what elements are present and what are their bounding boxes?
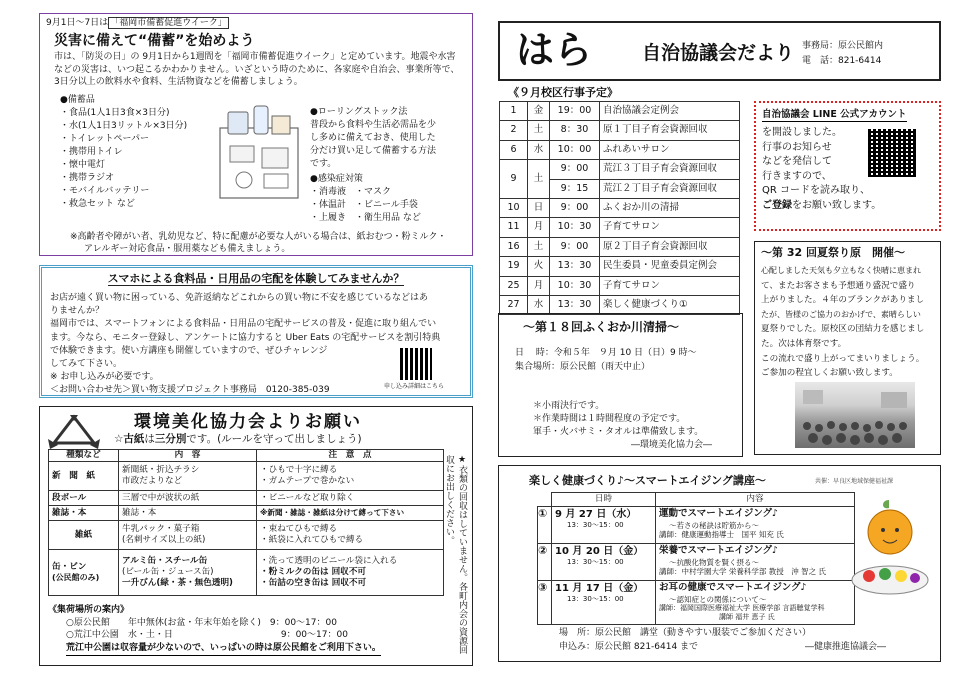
smartphone-title-text: スマホによる食料品・日用品の宅配を体験してみませんか？	[107, 272, 405, 285]
day-cell: 10	[500, 198, 528, 217]
weekday-cell: 土	[528, 237, 550, 256]
intro-line: 3日分以上の飲料水や食料、生活物資などを備蓄しましょう。	[54, 77, 303, 87]
stockpile-list	[60, 94, 187, 211]
time-cell: 9：15	[550, 179, 600, 198]
stockpile-item: ・食品(1人1日3食×3日分)	[60, 108, 170, 118]
lecture-title: 栄養でスマートエイジング♪	[659, 545, 779, 557]
stockpile-head: ●備蓄品	[60, 95, 95, 105]
infection-control	[310, 173, 421, 225]
date-cell	[552, 581, 656, 625]
body-line: 夏祭りでした。原校区の団結力を感じまし	[761, 324, 925, 335]
star-icon: ☆	[114, 433, 124, 445]
health-place: 場 所：原公民館 講堂（動きやすい服装でご参加ください）	[559, 628, 812, 638]
body-line: たが、皆様のご協力のおかげで、素晴らしい	[761, 309, 921, 319]
weekday-cell: 水	[528, 140, 550, 159]
note-line: ・ひもで十字に縛る	[260, 465, 338, 475]
lecture-sub: ～抗酸化物質を賢く摂る～	[669, 557, 759, 567]
body-line: ます。今なら、モニター登録し、アンケートに協力すると Uber Eats の宅配サービスを割引特典	[50, 332, 441, 343]
body-line: QR コードを読み取り、	[762, 185, 870, 197]
time-cell: 19：00	[550, 102, 600, 121]
infect-line: ・消毒液 ・マスク	[310, 187, 392, 197]
disaster-dates	[46, 18, 229, 30]
date-line: 11 月 17 日（金）	[555, 583, 644, 595]
festival-photo	[795, 382, 915, 448]
stockpile-item: ・モバイルバッテリー	[60, 186, 150, 196]
table-row	[500, 276, 740, 295]
table-row	[500, 218, 740, 237]
content-line: (名刺サイズ以上の紙)	[122, 535, 206, 546]
stockpile-item: ・携帯用トイレ	[60, 147, 123, 157]
lecturer: 講師：健康運動指導士 国平 知充 氏	[659, 530, 784, 540]
notes-cell: ※新聞・雑誌・雑紙は分けて縛って下さい	[257, 506, 444, 521]
subtitle-text: は	[144, 433, 155, 445]
body-line: 心配しました天気も夕立もなく快晴に恵まれ	[761, 266, 921, 275]
line-section	[754, 101, 941, 231]
stockpile-item: ・トイレットペーパー	[60, 134, 150, 144]
health-cosponsor: 共催：早良区地域保健福祉課	[815, 478, 894, 485]
disaster-note	[70, 231, 446, 255]
no-cell: ①	[538, 507, 552, 544]
body-line: してみて下さい。	[50, 359, 123, 370]
table-row	[500, 295, 740, 314]
kankyo-title: 環境美化協力会よりお願い	[134, 412, 362, 432]
kawa-title: ～第１８回ふくおか川清掃～	[523, 320, 680, 334]
table-row	[500, 140, 740, 159]
lecturer: 講師：中村学園大学 栄養科学部 教授 沖 智之 氏	[659, 567, 827, 577]
event-cell: 自治協議会定例会	[600, 102, 740, 121]
site-item: ○荒江中公園 水・土・日 9：00～17：00	[66, 630, 348, 640]
event-cell: ふれあいサロン	[600, 140, 740, 159]
mascot-illustration	[845, 494, 935, 606]
smartphone-qr-code[interactable]	[400, 348, 432, 380]
notes-cell	[257, 550, 444, 596]
health-apply: 申込み：原公民館 821-6414 まで	[559, 642, 699, 652]
note-line: ・ガムテープで巻かない	[260, 476, 355, 487]
kawa-notes	[533, 400, 703, 439]
weekday-cell: 土	[528, 121, 550, 140]
header-cell: 内容	[656, 493, 855, 507]
body-line: 福岡市では、スマートフォンによる食料品・日用品の宅配サービスの普及・促進に取り組んでい	[50, 319, 437, 330]
lecture-title: 運動でスマートエイジング♪	[659, 508, 779, 520]
qr-caption: 申し込み詳細はこちら	[384, 383, 445, 390]
event-cell: 楽しく健康づくり①	[600, 295, 740, 314]
week-label: 「福岡市備蓄促進ウイーク」	[110, 18, 227, 28]
day-cell: 1	[500, 102, 528, 121]
body-line: 上がりました。４年のブランクがありまし	[761, 295, 925, 306]
date-line: 9 月 27 日（水）	[555, 509, 637, 521]
table-row	[500, 160, 740, 179]
masthead-hara: はら	[516, 28, 593, 72]
intro-line: 市は、「防災の日」の 9月1日から1週間を「福岡市備蓄促進ウイーク」と定めています。地震や水害	[54, 52, 456, 62]
header-cell: 日時	[552, 493, 656, 507]
health-section	[498, 465, 941, 662]
event-cell: 荒江３丁目子育会資源回収	[600, 160, 740, 179]
table-row	[500, 121, 740, 140]
time-cell: 10：30	[550, 276, 600, 295]
dates-text: 9月1日～7日は	[46, 18, 109, 28]
time-cell: 13：30	[550, 257, 600, 276]
type-line: (公民館のみ)	[52, 573, 100, 583]
time-cell: 8：30	[550, 121, 600, 140]
day-cell: 16	[500, 237, 528, 256]
lecturer: 講師：福岡国際医療福祉大学 医療学部 言語聴覚学科	[659, 604, 825, 613]
table-row	[538, 544, 855, 581]
natsu-title: ～第 32 回夏祭り原 開催～	[761, 246, 905, 259]
kawa-date: 日 時：令和５年 ９月 10 日（日）9 時～	[515, 348, 697, 358]
masthead-office: 事務局：原公民館内	[802, 41, 884, 51]
subtitle-text: です。(ルールを守って出しましょう)	[186, 433, 362, 445]
lecture-title: お耳の健康でスマートエイジング♪	[659, 582, 807, 594]
smartphone-note: ※ お申し込みが必要です。	[50, 372, 159, 382]
date-line: 10 月 20 日（金）	[555, 546, 644, 558]
date-cell	[552, 507, 656, 544]
site-item: ○原公民館 年中無休(お盆・年末年始を除く) 9：00～17：00	[66, 618, 337, 628]
events-title: 《９月校区行事予定》	[508, 86, 618, 99]
type-cell: 雑紙	[49, 521, 119, 550]
table-row	[500, 198, 740, 217]
stockpile-item: ・救急セット など	[60, 199, 135, 209]
notes-cell	[257, 521, 444, 550]
content-cell: 三層で中が波状の紙	[119, 491, 257, 506]
table-row	[500, 102, 740, 121]
masthead-phone: 電 話：821-6414	[802, 56, 882, 66]
weekday-cell: 月	[528, 218, 550, 237]
clothes-note: ★衣類の回収はしていません。各町内会の資源回収にお出しください。	[444, 455, 467, 654]
sites-list	[66, 617, 348, 641]
note-line: ・粉ミルクの缶は 回収不可	[260, 567, 366, 578]
lecture-sub: ～認知症との関係について～	[669, 594, 767, 604]
table-row	[49, 491, 444, 506]
header-cell: 種類など	[49, 450, 119, 462]
supplies-icon	[210, 98, 308, 210]
time-cell: 9：00	[550, 198, 600, 217]
type-cell: 段ボール	[49, 491, 119, 506]
time-cell: 10：00	[550, 140, 600, 159]
day-cell: 25	[500, 276, 528, 295]
event-cell: ふくおか川の清掃	[600, 198, 740, 217]
note-line: ・束ねてひもで縛る	[260, 524, 338, 534]
table-header	[49, 450, 444, 462]
content-cell	[656, 507, 855, 544]
day-cell: 2	[500, 121, 528, 140]
stockpile-item: ・懐中電灯	[60, 160, 106, 170]
natsu-section	[754, 241, 941, 455]
infect-line: ・体温計 ・ビニール手袋	[310, 200, 418, 210]
event-cell: 子育てサロン	[600, 276, 740, 295]
table-row	[500, 257, 740, 276]
stockpile-illustration	[210, 98, 308, 210]
health-table	[537, 492, 855, 625]
intro-line: などの災害は、いつ起こるかわかりません。いざという時のために、各家庭や自治会、事業所等で、	[54, 64, 460, 75]
masthead	[498, 21, 941, 81]
no-cell: ③	[538, 581, 552, 625]
natsu-body	[761, 264, 941, 381]
stockpile-item: ・携帯ラジオ	[60, 173, 115, 183]
disaster-title: 災害に備えて“備蓄”を始めよう	[54, 33, 255, 49]
content-line: (ビール缶・ジュース缶)	[122, 567, 214, 578]
note-line: ・紙袋に入れてひもで縛る	[260, 535, 364, 546]
body-line: 行事のお知らせ	[762, 141, 832, 153]
day-cell: 27	[500, 295, 528, 314]
body-line: た。次は体育祭です。	[761, 338, 847, 349]
content-line: 牛乳パック・菓子箱	[122, 524, 200, 534]
header-cell: 注 意 点	[257, 450, 444, 462]
weekday-cell: 日	[528, 198, 550, 217]
smartphone-contact: ＜お問い合わせ先＞買い物支援プロジェクト事務局 0120-385-039	[50, 385, 330, 395]
body-line	[762, 199, 881, 214]
lecturer: 講師 福井 恵子 氏	[719, 613, 775, 622]
day-cell: 11	[500, 218, 528, 237]
lecture-sub: ～若さの秘訣は貯筋から～	[669, 520, 759, 530]
header-cell: 内 容	[119, 450, 257, 462]
stockpile-item: ・水(1人1日3リットル×3日分)	[60, 121, 188, 131]
kawa-place: 集合場所：原公民館（雨天中止）	[515, 362, 651, 372]
content-cell	[656, 581, 855, 625]
time-cell: 10：30	[550, 218, 600, 237]
disaster-intro	[54, 51, 470, 89]
weekday-cell: 金	[528, 102, 550, 121]
infect-line: ・上履き ・衛生用品 など	[310, 213, 421, 223]
rolling-line: し多めに備えておき、使用した	[310, 133, 436, 143]
day-cell: 9	[500, 160, 528, 199]
crowd-icon	[795, 382, 915, 448]
table-row	[538, 507, 855, 544]
line-title: 自治協議会 LINE 公式アカウント	[762, 109, 907, 122]
rolling-stock	[310, 106, 436, 171]
note-line: アレルギー対応食品・服用薬なども備えましょう。	[84, 244, 291, 254]
register-emphasis: ご登録	[762, 199, 792, 211]
smartphone-section	[39, 265, 473, 398]
sites-warning: 荒江中公園は収容量が少ないので、いっぱいの時は原公民館をご利用下さい。	[66, 643, 381, 656]
table-header	[538, 493, 855, 507]
events-table	[499, 101, 740, 315]
day-cell: 19	[500, 257, 528, 276]
time-cell: 9：00	[550, 237, 600, 256]
time-cell: 9：00	[550, 160, 600, 179]
type-cell: 雑誌・本	[49, 506, 119, 521]
content-line: 新聞紙・折込チラシ	[122, 465, 200, 475]
note-line: ＊小雨決行です。	[533, 401, 605, 411]
type-cell	[49, 550, 119, 596]
content-line: 一升びん(緑・茶・無色透明)	[122, 578, 233, 589]
rolling-head: ●ローリングストック法	[310, 107, 408, 117]
content-line: 市政だよりなど	[122, 476, 183, 487]
table-row	[500, 237, 740, 256]
table-row	[49, 506, 444, 521]
sites-head: 《集荷場所の案内》	[48, 605, 130, 615]
rolling-line: です。	[310, 159, 337, 169]
time-cell: 13：30	[550, 295, 600, 314]
subtitle-bold: 三分別	[154, 433, 187, 445]
note-line: ・缶詰の空き缶は 回収不可	[260, 578, 367, 589]
body-line: を開設しました。	[762, 127, 842, 138]
weekday-cell: 火	[528, 257, 550, 276]
content-cell	[656, 544, 855, 581]
weekday-cell: 水	[528, 295, 550, 314]
body-line: ご参加の程宜しくお願い致します。	[761, 368, 898, 379]
body-line: この流れで盛り上がってまいりましょう。	[761, 353, 925, 364]
event-cell: 原１丁目子育会資源回収	[600, 121, 740, 140]
weekday-cell: 月	[528, 276, 550, 295]
line-qr-code[interactable]	[868, 129, 916, 177]
rolling-line: 普段から食料や生活必需品を少	[310, 120, 437, 130]
body-line: りませんか？	[50, 306, 105, 317]
kankyo-subtitle	[114, 433, 362, 447]
table-row	[538, 581, 855, 625]
time-line: 13：30～15：00	[567, 595, 624, 604]
table-row	[49, 462, 444, 491]
body-line: 行きますので、	[762, 170, 832, 182]
type-cell: 新 聞 紙	[49, 462, 119, 491]
date-cell	[552, 544, 656, 581]
time-line: 13：30～15：00	[567, 521, 624, 530]
subtitle-bold: 古紙	[123, 433, 145, 445]
note-line: ・洗って透明のビニール袋に入れる	[260, 555, 398, 566]
register-text: をお願い致します。	[792, 199, 882, 211]
note-line: ＊作業時間は１時間程度の予定です。	[533, 414, 686, 424]
event-cell: 荒江２丁目子育会資源回収	[600, 179, 740, 198]
content-cell	[119, 521, 257, 550]
kawa-sign: ―環境美化協力会―	[631, 440, 713, 450]
spacer-cell	[538, 493, 552, 507]
mascot-icon	[845, 494, 935, 606]
event-cell: 原２丁目子育会資源回収	[600, 237, 740, 256]
rolling-line: 分だけ買い足して備蓄する方法	[310, 146, 437, 156]
time-line: 13：30～15：00	[567, 558, 624, 567]
weekday-cell: 土	[528, 160, 550, 199]
notes-cell: ・ビニールなど取り除く	[257, 491, 444, 506]
kawa-section	[498, 313, 743, 457]
smartphone-title	[42, 272, 470, 286]
table-row	[49, 521, 444, 550]
health-sign: ―健康推進協議会―	[805, 642, 887, 652]
body-line: て、またお客さまも予想通り盛況で盛り	[761, 280, 916, 291]
body-line: で体験できます。使い方講座も開催していますので、ぜひチャレンジ	[50, 345, 328, 356]
notes-cell	[257, 462, 444, 491]
no-cell: ②	[538, 544, 552, 581]
event-cell: 民生委員・児童委員定例会	[600, 257, 740, 276]
content-cell: 雑誌・本	[119, 506, 257, 521]
body-line: お店が遠く買い物に困っている、免許返納などこれからの買い物に不安を感じているなどはあ	[50, 293, 429, 303]
note-line: ※高齢者や障がい者、乳幼児など、特に配慮が必要な人がいる場合は、紙おむつ・粉ミルク・	[70, 232, 447, 242]
content-cell	[119, 550, 257, 596]
body-line: などを発信して	[762, 156, 832, 168]
event-cell: 子育てサロン	[600, 218, 740, 237]
content-cell	[119, 462, 257, 491]
masthead-title: 自治協議会だより	[642, 42, 795, 64]
type-line: 缶・ビン	[52, 561, 87, 572]
kankyo-table	[48, 449, 444, 596]
content-line: アルミ缶・スチール缶	[122, 555, 208, 566]
line-body	[762, 126, 881, 214]
note-line: 軍手・火バサミ・タオルは準備致します。	[533, 427, 704, 437]
table-row	[49, 550, 444, 596]
disaster-section	[39, 13, 473, 256]
health-title: 楽しく健康づくり♪～スマートエイジング講座～	[529, 474, 766, 487]
kankyo-section	[39, 406, 473, 666]
day-cell: 6	[500, 140, 528, 159]
infect-head: ●感染症対策	[310, 174, 363, 184]
